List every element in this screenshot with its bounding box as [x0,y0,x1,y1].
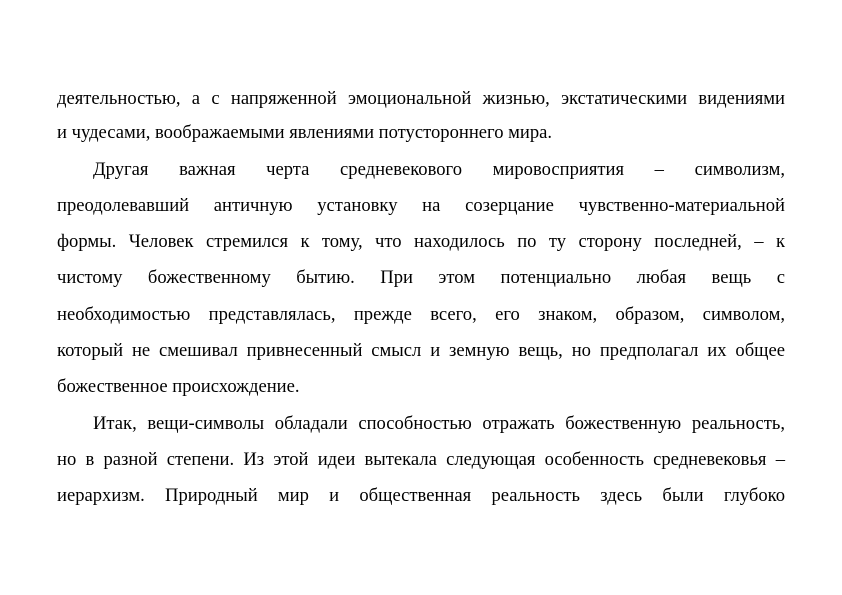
text-line-10: Итак, вещи-символы обладали способностью отражать божественную реальность, [93,413,785,434]
text-line-6: чистому божественному бытию. При этом потенциально любая вещь с [57,267,785,288]
text-line-12: иерархизм. Природный мир и общественная реальность здесь были глубоко [57,485,785,506]
text-line-11: но в разной степени. Из этой идеи вытекала следующая особенность средневековья – [57,449,785,470]
text-line-7: необходимостью представлялась, прежде всего, его знаком, образом, символом, [57,304,785,325]
text-line-9: божественное происхождение. [57,376,300,397]
text-line-4: преодолевавший античную установку на созерцание чувственно-материальной [57,195,785,216]
text-line-1: деятельностью, а с напряженной эмоциональной жизнью, экстатическими видениями [57,88,785,109]
text-line-3: Другая важная черта средневекового мировосприятия – символизм, [93,159,785,180]
text-line-2: и чудесами, воображаемыми явлениями потустороннего мира. [57,122,553,143]
text-line-5: формы. Человек стремился к тому, что находилось по ту сторону последней, – к [57,231,785,252]
text-line-8: который не смешивал привнесенный смысл и земную вещь, но предполагал их общее [57,340,785,361]
